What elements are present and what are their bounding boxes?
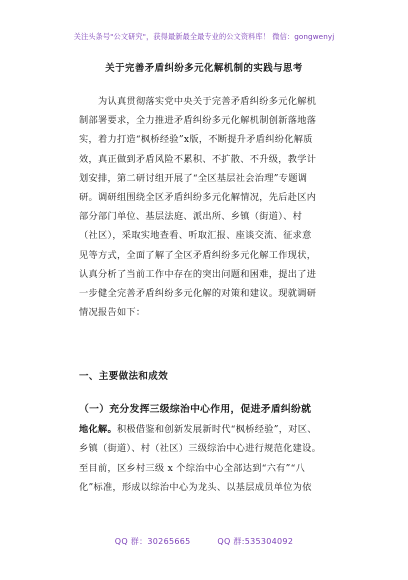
intro-line: 认真分析了当前工作中存在的突出问题和困难，提出了进	[79, 268, 317, 280]
subsection-heading-tail: 地化解。	[79, 423, 117, 435]
subsection-text: 积极借鉴和创新发展新时代“枫桥经验”，对区、	[116, 423, 317, 435]
intro-line: 为认真贯彻落实党中央关于完善矛盾纠纷多元化解机	[98, 96, 317, 107]
intro-line: 情况报告如下：	[79, 307, 146, 319]
intro-line: 制部署要求，全力推进矛盾纠纷多元化解机制创新落地落	[79, 115, 317, 127]
subsection-line: 乡镇（街道）、村（社区）三级综治中心进行规范化建设。	[79, 443, 322, 455]
subsection-paragraph	[79, 400, 331, 498]
subsection-line: 至目前，区乡村三级 x 个综治中心全部达到“六有”“八	[79, 462, 306, 474]
header-note: 关注头条号"公文研究"，获得最新最全最专业的公文资料库！ 微信：gongwenyj	[73, 32, 335, 41]
section-heading: 一、主要做法和成效	[79, 371, 169, 382]
subsection-line	[79, 420, 331, 440]
intro-line: 一步健全完善矛盾纠纷多元化解的对策和建议。现就调研	[79, 288, 317, 300]
footer-qq-group-2: QQ 群:535304092	[217, 537, 294, 546]
intro-line: 实，着力打造“枫桥经验”x版，不断提升矛盾纠纷化解质	[79, 134, 313, 146]
intro-line: 研。调研组围绕全区矛盾纠纷多元化解情况，先后赴区内	[79, 192, 317, 204]
intro-line: 划安排，第二研讨组开展了“全区基层社会治理”专题调	[79, 172, 308, 184]
document-title: 关于完善矛盾纠纷多元化解机制的实践与思考	[105, 63, 303, 74]
intro-line: 部分部门单位、基层法庭、派出所、乡镇（街道）、村	[79, 211, 303, 223]
subsection-line: 化”标准，形成以综治中心为龙头、以基层成员单位为依	[79, 482, 312, 494]
intro-line: 效，真正做到矛盾风险不累积、不扩散、不升级，教学计	[79, 153, 317, 165]
intro-line: 见等方式，全面了解了全区矛盾纠纷多元化解工作现状，	[79, 249, 317, 261]
intro-line: （社区），采取实地查看、听取汇报、座谈交流、征求意	[79, 230, 312, 242]
intro-paragraph	[79, 92, 331, 322]
footer-qq-group-1: QQ 群：30265665	[114, 537, 191, 546]
subsection-heading: （一）充分发挥三级综治中心作用，促进矛盾纠纷就	[79, 404, 312, 415]
footer	[0, 536, 408, 547]
